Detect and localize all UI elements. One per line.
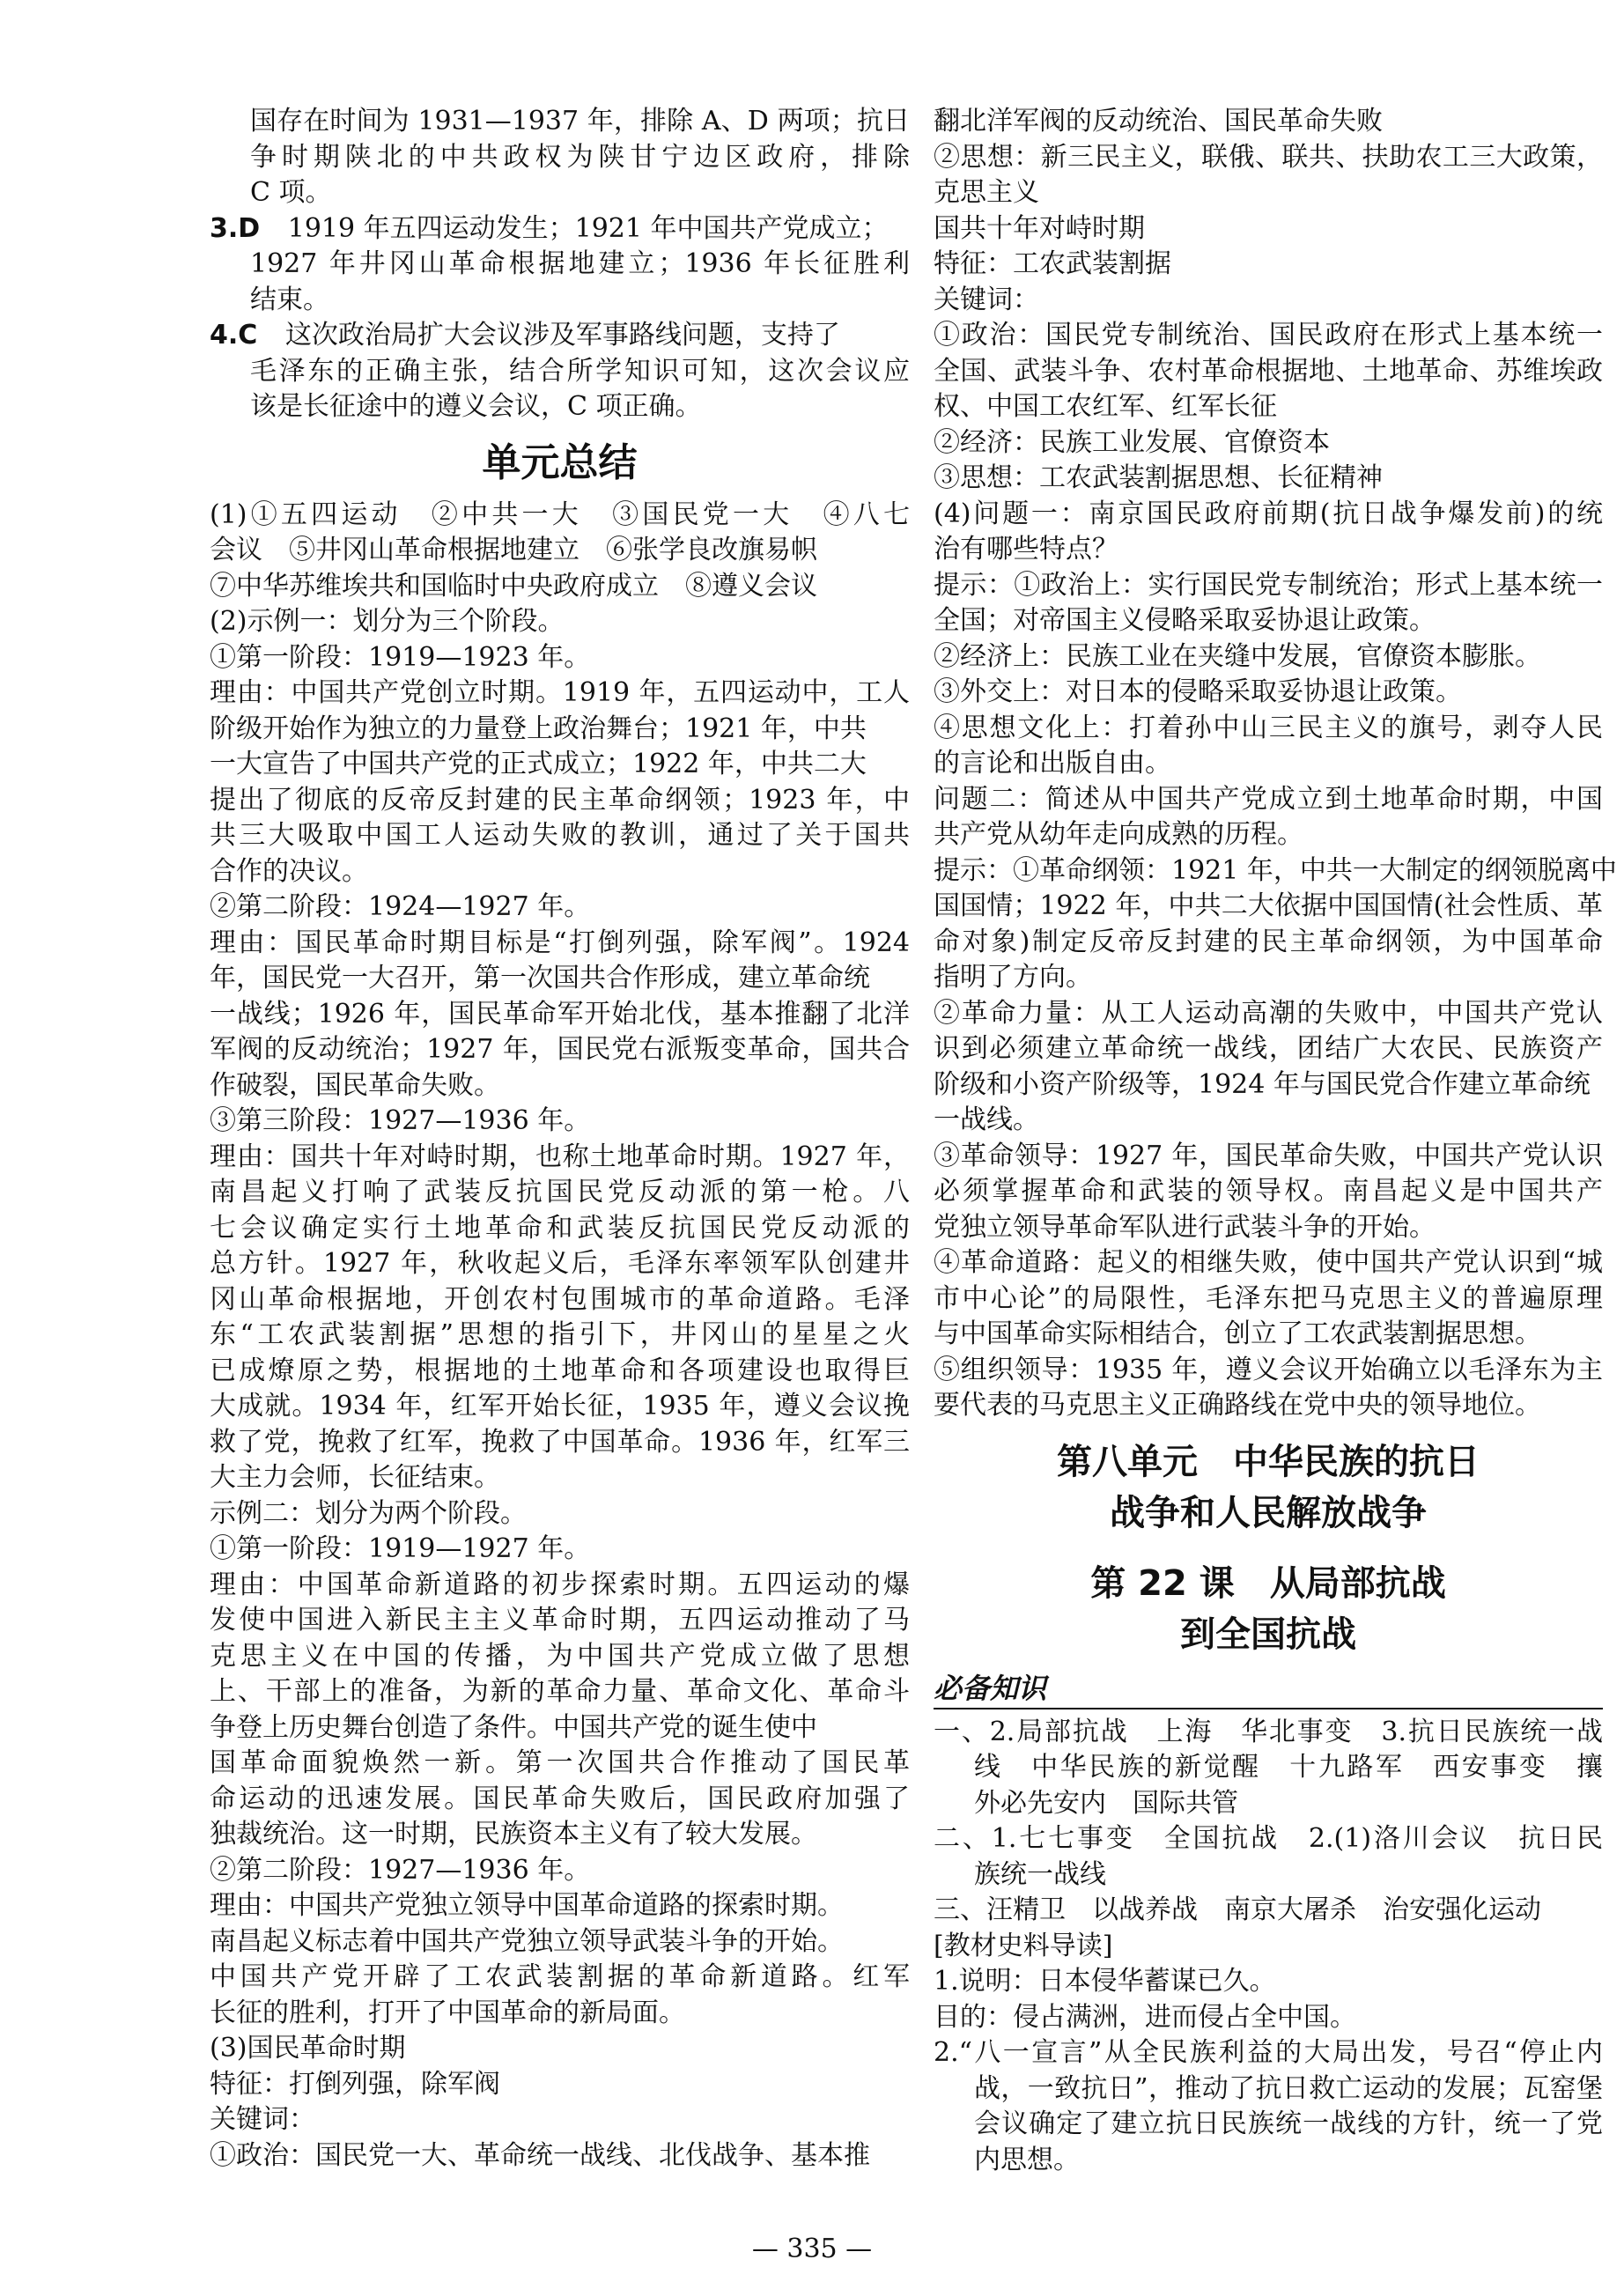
- text-line: 治有哪些特点？: [934, 534, 1118, 565]
- text-line: 与中国革命实际相结合，创立了工农武装割据思想。: [934, 1318, 1541, 1349]
- text-line: 要代表的马克思主义正确路线在党中央的领导地位。: [934, 1390, 1541, 1421]
- text-line: 全国、武装斗争、农村革命根据地、土地革命、苏维埃政: [934, 355, 1603, 387]
- text-line: 独裁统治。这一时期，民族资本主义有了较大发展。: [210, 1819, 817, 1850]
- chapter-title-line: 战争和人民解放战争: [1110, 1492, 1427, 1533]
- text-line: 争时期陕北的中共政权为陕甘宁边区政府，排除: [250, 141, 910, 173]
- text-line: 一大宣告了中国共产党的正式成立；1922 年，中共二大: [210, 749, 867, 779]
- text-line: 结束。: [250, 284, 329, 315]
- text-line: [教材史料导读]: [934, 1930, 1113, 1961]
- text-line: 命对象)制定反帝反封建的民主革命纲领，为中国革命: [934, 926, 1603, 957]
- text-line: 特征：工农武装割据: [934, 248, 1171, 279]
- text-line: 关键词：: [934, 284, 1039, 315]
- text-line: 救了党，挽救了红军，挽救了中国革命。1936 年，红军三: [210, 1426, 910, 1458]
- text-line: 争登上历史舞台创造了条件。中国共产党的诞生使中: [210, 1711, 817, 1743]
- text-line: 一战线；1926 年，国民革命军开始北伐，基本推翻了北洋: [210, 998, 910, 1030]
- text-line: 会议确定了建立抗日民族统一战线的方针，统一了党: [974, 2108, 1603, 2139]
- text-line: ②第二阶段：1927—1936 年。: [210, 1854, 591, 1886]
- text-line: 合作的决议。: [210, 855, 368, 887]
- text-line: 权、中国工农红军、红军长征: [934, 391, 1277, 422]
- text-line: 该是长征途中的遵义会议，C 项正确。: [250, 391, 702, 422]
- answer-label: 4.C: [210, 320, 258, 351]
- text-line: (4)问题一：南京国民政府前期(抗日战争爆发前)的统: [934, 498, 1603, 529]
- text-line: 一战线。: [934, 1104, 1039, 1135]
- text-line: 理由：中国共产党创立时期。1919 年，五四运动中，工人: [210, 677, 910, 708]
- text-line: ③革命领导：1927 年，国民革命失败，中国共产党认识: [934, 1140, 1603, 1171]
- text-line: ①第一阶段：1919—1927 年。: [210, 1533, 591, 1564]
- text-line: 中国共产党开辟了工农武装割据的革命新道路。红军: [210, 1961, 910, 1992]
- text-line: ①政治：国民党一大、革命统一战线、北伐战争、基本推: [210, 2139, 870, 2171]
- text-line: 全国；对帝国主义侵略采取妥协退让政策。: [934, 605, 1436, 636]
- text-line: (2)示例一：划分为三个阶段。: [210, 606, 565, 637]
- text-line: 国共十年对峙时期: [934, 212, 1145, 244]
- chapter-title: [934, 1436, 1603, 1539]
- text-line: 上、干部上的准备，为新的革命力量、革命文化、革命斗: [210, 1676, 910, 1707]
- text-line: 阶级和小资产阶级等，1924 年与国民党合作建立革命统: [934, 1068, 1591, 1100]
- chapter-title-line: 第八单元 中华民族的抗日: [1057, 1441, 1480, 1482]
- text-line: 关键词：: [210, 2104, 315, 2135]
- text-line: 翻北洋军阀的反动统治、国民革命失败: [934, 106, 1383, 137]
- text-line: 东“工农武装割据”思想的指引下，井冈山的星星之火: [210, 1319, 910, 1350]
- text-line: 族统一战线: [974, 1858, 1106, 1890]
- text-line: 大主力会师，长征结束。: [210, 1462, 500, 1493]
- text-line: ②第二阶段：1924—1927 年。: [210, 891, 591, 922]
- text-line: 共产党从幼年走向成熟的历程。: [934, 819, 1303, 850]
- text-line: 战，一致抗日”，推动了抗日救亡运动的发展；瓦窑堡: [974, 2072, 1603, 2104]
- text-line: 内思想。: [974, 2144, 1080, 2175]
- text-line: 指明了方向。: [934, 962, 1092, 993]
- text-line: ④革命道路：起义的相继失败，使中国共产党认识到“城: [934, 1247, 1603, 1278]
- text-line: 外必先安内 国际共管: [974, 1787, 1238, 1819]
- text-line: 的言论和出版自由。: [934, 748, 1171, 779]
- text-line: 克思主义: [934, 177, 1039, 208]
- text-line: 这次政治局扩大会议涉及军事路线问题，支持了: [284, 320, 840, 351]
- lesson-title: [934, 1558, 1603, 1660]
- text-line: 毛泽东的正确主张，结合所学知识可知，这次会议应: [250, 355, 910, 387]
- text-line: ①政治：国民党专制统治、国民政府在形式上基本统一: [934, 320, 1603, 351]
- unit-summary-body: [210, 498, 910, 2175]
- text-line: ⑦中华苏维埃共和国临时中央政府成立 ⑧遵义会议: [210, 570, 817, 602]
- text-line: 发使中国进入新民主主义革命时期，五四运动推动了马: [210, 1605, 910, 1636]
- text-line: 冈山革命根据地，开创农村包围城市的革命道路。毛泽: [210, 1283, 910, 1315]
- text-line: 1.说明：日本侵华蓄谋已久。: [934, 1966, 1276, 1997]
- text-line: 理由：中国革命新道路的初步探索时期。五四运动的爆: [210, 1569, 910, 1600]
- text-line: (3)国民革命时期: [210, 2033, 406, 2064]
- text-line: 提示：①政治上：实行国民党专制统治；形式上基本统一: [934, 569, 1603, 601]
- text-line: ②经济上：民族工业在夹缝中发展，官僚资本膨胀。: [934, 640, 1541, 672]
- text-line: 必须掌握革命和武装的领导权。南昌起义是中国共产: [934, 1176, 1603, 1207]
- text-line: ④思想文化上：打着孙中山三民主义的旗号，剥夺人民: [934, 712, 1603, 743]
- text-line: 长征的胜利，打开了中国革命的新局面。: [210, 1997, 685, 2028]
- text-line: 作破裂，国民革命失败。: [210, 1069, 500, 1101]
- text-line: 命运动的迅速发展。国民革命失败后，国民政府加强了: [210, 1783, 910, 1814]
- lesson-title-line: 第 22 课 从局部抗战: [1090, 1562, 1446, 1604]
- text-line: 七会议确定实行土地革命和武装反抗国民党反动派的: [210, 1212, 910, 1244]
- text-line: 1927 年井冈山革命根据地建立；1936 年长征胜利: [250, 248, 910, 279]
- right-column: [934, 104, 1617, 2178]
- text-line: 年，国民党一大召开，第一次国共合作形成，建立革命统: [210, 963, 870, 993]
- text-line: 目的：侵占满洲，进而侵占全中国。: [934, 2001, 1356, 2033]
- text-line: (1)①五四运动 ②中共一大 ③国民党一大 ④八七: [210, 498, 910, 530]
- text-line: 特征：打倒列强，除军阀: [210, 2068, 500, 2100]
- text-line: 三、汪精卫 以战养战 南京大屠杀 治安强化运动: [934, 1894, 1541, 1925]
- answer-label: 3.D: [210, 212, 261, 244]
- answer-4: [210, 318, 910, 354]
- text-line: 理由：国民革命时期目标是“打倒列强，除军阀”。1924: [210, 927, 910, 958]
- text-line: 示例二：划分为两个阶段。: [210, 1497, 527, 1529]
- section-divider: [934, 1708, 1603, 1709]
- text-line: ②革命力量：从工人运动高潮的失败中，中国共产党认: [934, 997, 1603, 1029]
- text-line: C 项。: [250, 177, 332, 208]
- text-line: 共三大吸取中国工人运动失败的教训，通过了关于国共: [210, 820, 910, 851]
- page-number: — 335 —: [751, 2234, 873, 2264]
- text-line: 军阀的反动统治；1927 年，国民党右派叛变革命，国共合: [210, 1034, 910, 1065]
- lesson-title-line: 到全国抗战: [1180, 1613, 1356, 1655]
- text-line: 提出了彻底的反帝反封建的民主革命纲领；1923 年，中: [210, 784, 910, 816]
- text-line: 党独立领导革命军队进行武装斗争的开始。: [934, 1211, 1436, 1243]
- text-line: 提示：①革命纲领：1921 年，中共一大制定的纲领脱离中: [934, 854, 1617, 886]
- text-line: ③思想：工农武装割据思想、长征精神: [934, 462, 1383, 493]
- text-line: 理由：国共十年对峙时期，也称土地革命时期。1927 年，: [210, 1141, 910, 1172]
- text-line: 已成燎原之势，根据地的土地革命和各项建设也取得巨: [210, 1355, 910, 1386]
- text-line: 2.“八一宣言”从全民族利益的大局出发，号召“停止内: [934, 2037, 1603, 2068]
- text-line: ③外交上：对日本的侵略采取妥协退让政策。: [934, 676, 1462, 707]
- answer-3: [210, 211, 910, 247]
- left-column: [210, 104, 910, 2174]
- section-label: 必备知识: [934, 1671, 1047, 1705]
- text-line: 南昌起义标志着中国共产党独立领导武装斗争的开始。: [210, 1925, 844, 1957]
- text-line: 国革命面貌焕然一新。第一次国共合作推动了国民革: [210, 1747, 910, 1778]
- text-line: 一、2.局部抗战 上海 华北事变 3.抗日民族统一战: [934, 1716, 1603, 1747]
- text-line: ②思想：新三民主义，联俄、联共、扶助农工三大政策，: [934, 141, 1603, 173]
- unit-summary-title: 单元总结: [482, 439, 638, 485]
- text-line: 线 中华民族的新觉醒 十九路军 西安事变 攘: [974, 1752, 1603, 1783]
- text-line: ②经济：民族工业发展、官僚资本: [934, 426, 1330, 458]
- text-line: 国存在时间为 1931—1937 年，排除 A、D 两项；抗日: [250, 106, 910, 137]
- text-line: ⑤组织领导：1935 年，遵义会议开始确立以毛泽东为主: [934, 1354, 1603, 1385]
- text-line: 市中心论”的局限性，毛泽东把马克思主义的普遍原理: [934, 1282, 1603, 1314]
- text-line: 克思主义在中国的传播，为中国共产党成立做了思想: [210, 1640, 910, 1672]
- text-line: ③第三阶段：1927—1936 年。: [210, 1105, 591, 1136]
- text-line: 问题二：简述从中国共产党成立到土地革命时期，中国: [934, 783, 1603, 815]
- knowledge-body: [934, 1715, 1603, 2179]
- text-line: 1919 年五四运动发生；1921 年中国共产党成立；: [287, 212, 889, 244]
- summary-continuation: [934, 104, 1617, 1424]
- text-line: 二、1.七七事变 全国抗战 2.(1)洛川会议 抗日民: [934, 1823, 1603, 1854]
- text-line: 会议 ⑤井冈山革命根据地建立 ⑥张学良改旗易帜: [210, 535, 817, 565]
- text-line: 国国情；1922 年，中共二大依据中国国情(社会性质、革: [934, 890, 1603, 921]
- text-line: 总方针。1927 年，秋收起义后，毛泽东率领军队创建井: [210, 1248, 910, 1279]
- text-line: ①第一阶段：1919—1923 年。: [210, 641, 591, 673]
- text-line: 识到必须建立革命统一战线，团结广大农民、民族资产: [934, 1033, 1603, 1064]
- text-line: 大成就。1934 年，红军开始长征，1935 年，遵义会议挽: [210, 1391, 910, 1421]
- text-line: 南昌起义打响了武装反抗国民党反动派的第一枪。八: [210, 1177, 910, 1207]
- text-line: 理由：中国共产党独立领导中国革命道路的探索时期。: [210, 1890, 844, 1921]
- text-line: 阶级开始作为独立的力量登上政治舞台；1921 年，中共: [210, 713, 867, 744]
